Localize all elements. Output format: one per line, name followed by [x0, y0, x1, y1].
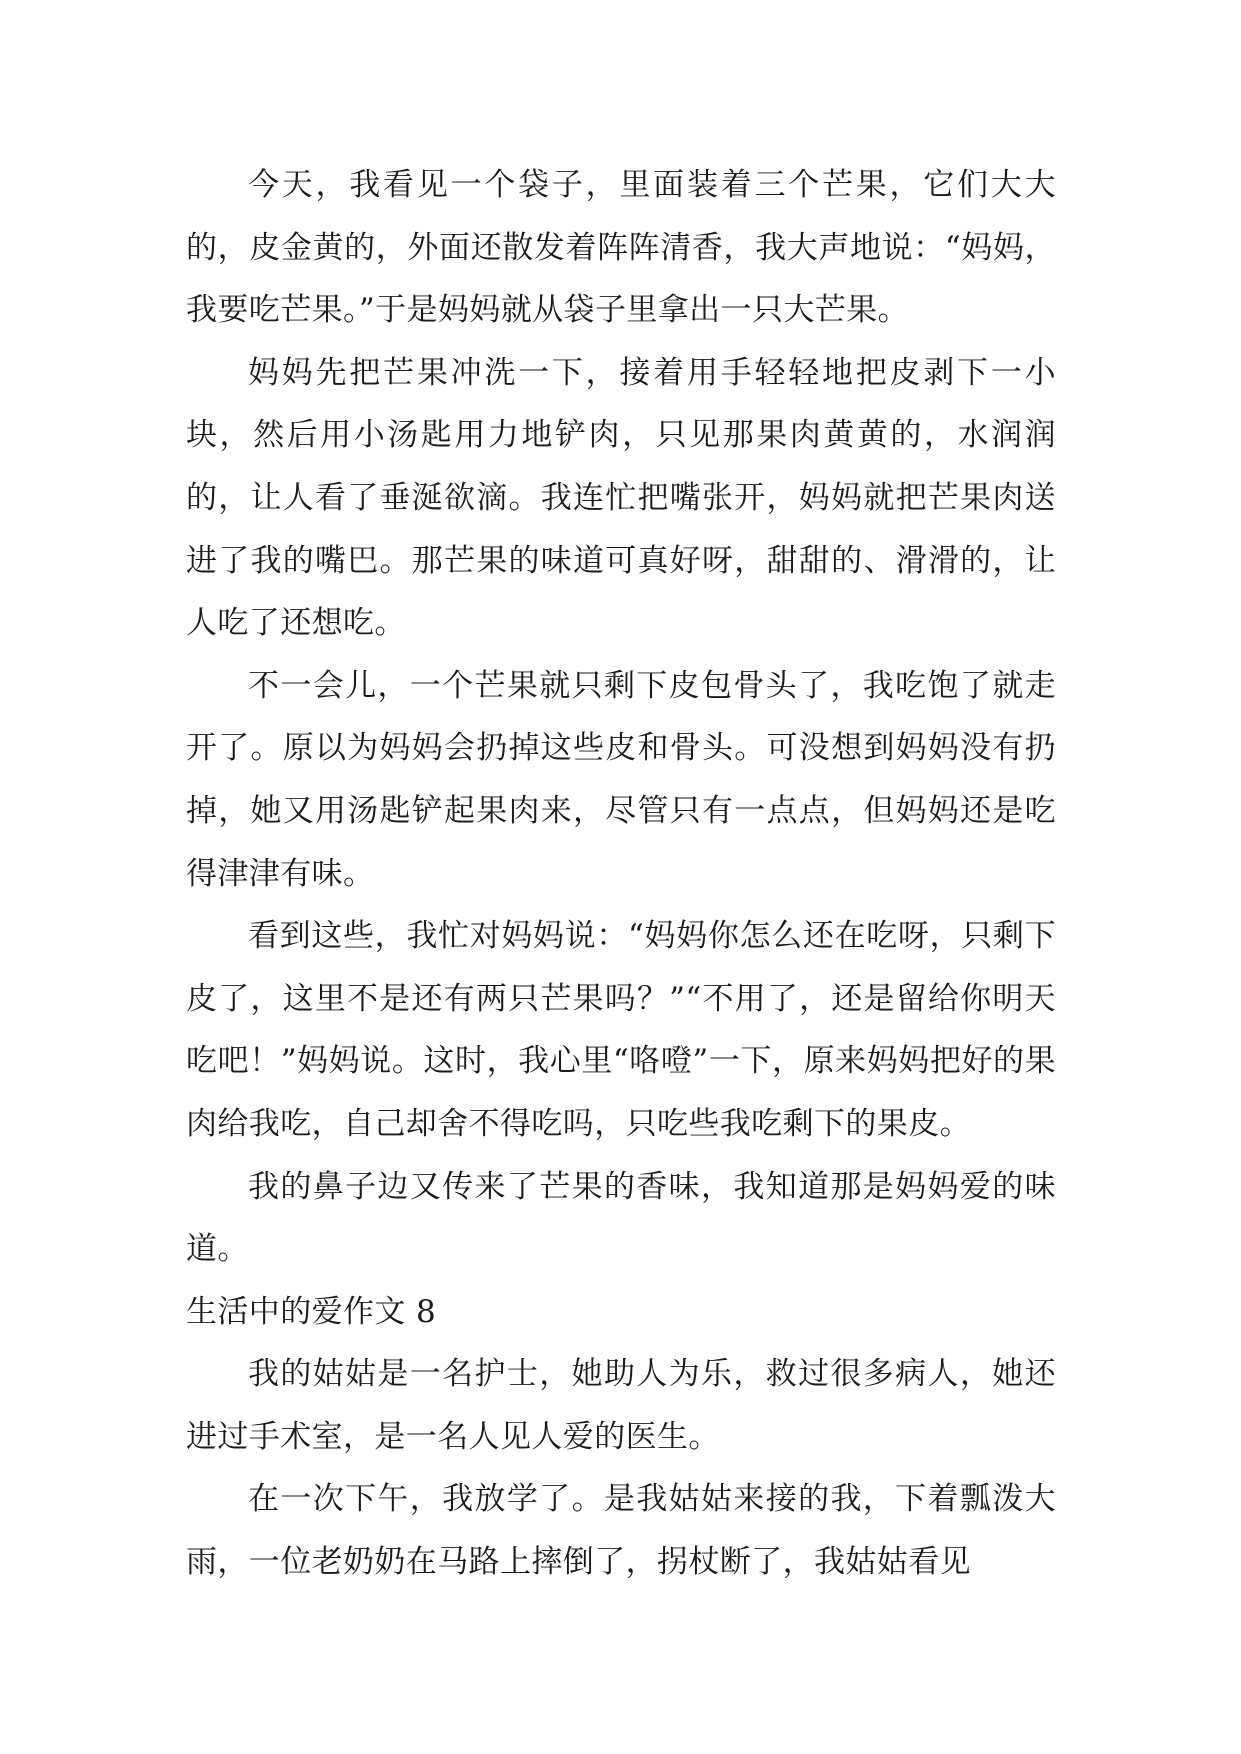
section-title: 生活中的爱作文 8 [186, 1293, 437, 1330]
document-body [186, 154, 1056, 1594]
paragraph: 看到这些，我忙对妈妈说：“妈妈你怎么还在吃呀，只剩下皮了，这里不是还有两只芒果吗？”“不用了，还是留给你明天吃吧！”妈妈说。这时，我心里“咯噔”一下，原来妈妈把好的果肉给我吃，自己却舍不得吃吗，只吃些我吃剩下的果皮。 [186, 918, 1056, 1142]
paragraph: 我的姑姑是一名护士，她助人为乐，救过很多病人，她还进过手术室，是一名人见人爱的医生。 [186, 1356, 1056, 1455]
paragraph: 今天，我看见一个袋子，里面装着三个芒果，它们大大的，皮金黄的，外面还散发着阵阵清香，我大声地说：“妈妈，我要吃芒果。”于是妈妈就从袋子里拿出一只大芒果。 [186, 167, 1056, 329]
paragraph: 不一会儿，一个芒果就只剩下皮包骨头了，我吃饱了就走开了。原以为妈妈会扔掉这些皮和骨头。可没想到妈妈没有扔掉，她又用汤匙铲起果肉来，尽管只有一点点，但妈妈还是吃得津津有味。 [186, 667, 1056, 892]
paragraph: 在一次下午，我放学了。是我姑姑来接的我，下着瓢泼大雨，一位老奶奶在马路上摔倒了，拐杖断了，我姑姑看见 [186, 1481, 1056, 1581]
paragraph: 妈妈先把芒果冲洗一下，接着用手轻轻地把皮剥下一小块，然后用小汤匙用力地铲肉，只见那果肉黄黄的，水润润的，让人看了垂涎欲滴。我连忙把嘴张开，妈妈就把芒果肉送进了我的嘴巴。那芒果的味道可真好呀，甜甜的、滑滑的，让人吃了还想吃。 [186, 354, 1056, 642]
paragraph: 我的鼻子边又传来了芒果的香味，我知道那是妈妈爱的味道。 [186, 1168, 1056, 1268]
